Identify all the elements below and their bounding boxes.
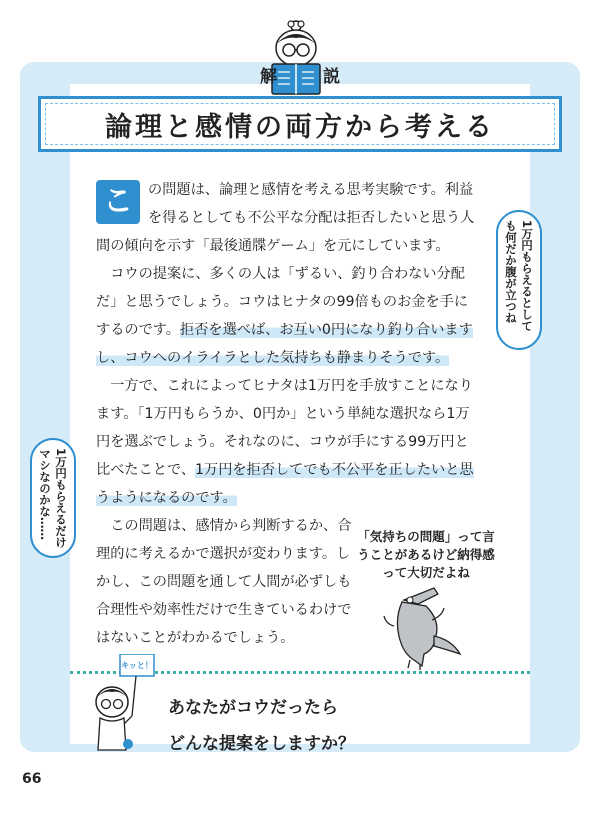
paragraph-3-text: 一方で、これによってヒナタは1万円を手放すことになります。「1万円もらうか、0円か」という単純な選択なら1万円を選ぶでしょう。それなのに、コウが手にする99万円と比べたことで、 <box>96 378 473 478</box>
kid-with-sign-icon <box>86 654 166 754</box>
reflection-question <box>168 690 468 762</box>
paragraph-2-highlight: 拒否を選べば、お互い0円になり釣り合いますし、コウへのイライラとした気持ちも静まりそうです。 <box>96 322 473 366</box>
paragraph-1-text: の問題は、論理と感情を考える思考実験です。利益を得るとしても不公平な分配は拒否したいと思う人間の傾向を示す「最後通牒ゲーム」を元にしています。 <box>96 182 475 254</box>
speech-bubble-left: 1万円もらえるだけマシなのかな…… <box>30 438 76 558</box>
drop-cap: こ <box>96 180 140 224</box>
paragraph-3 <box>96 372 476 512</box>
crocodile-caption: 「気持ちの問題」って言うことがあるけど納得感って大切だよね <box>357 529 495 580</box>
paragraph-4-text: この問題は、感情から判断するか、合理的に考えるかで選択が変わります。しかし、この問題を通して人間が必ずしも合理性や効率性だけで生きているわけではないことがわかるでしょう。 <box>96 518 352 646</box>
crocodile-icon <box>374 580 464 670</box>
paragraph-1 <box>96 176 476 260</box>
sign-label: キッと！ <box>121 661 153 670</box>
question-line-2: どんな提案をしますか？ <box>168 734 355 754</box>
reading-boy-mascot-icon <box>256 18 336 100</box>
paragraph-2-text: コウの提案に、多くの人は「ずるい、釣り合わない分配だ」と思うでしょう。コウはヒナタの99倍ものお金を手にするのです。 <box>96 266 469 338</box>
speech-bubble-right: 1万円もらえるとしても何だか腹が立つね <box>496 210 542 350</box>
paragraph-2 <box>96 260 476 372</box>
title-band <box>38 96 562 152</box>
section-label: 解説 <box>260 67 386 87</box>
page-number: 66 <box>22 771 42 787</box>
page-title: 論理と感情の両方から考える <box>105 111 495 143</box>
paragraph-4 <box>96 512 358 652</box>
question-line-1: あなたがコウだったら <box>168 698 338 718</box>
paragraph-3-highlight: 1万円を拒否してでも不公平を正したいと思うようになるのです。 <box>96 462 474 506</box>
